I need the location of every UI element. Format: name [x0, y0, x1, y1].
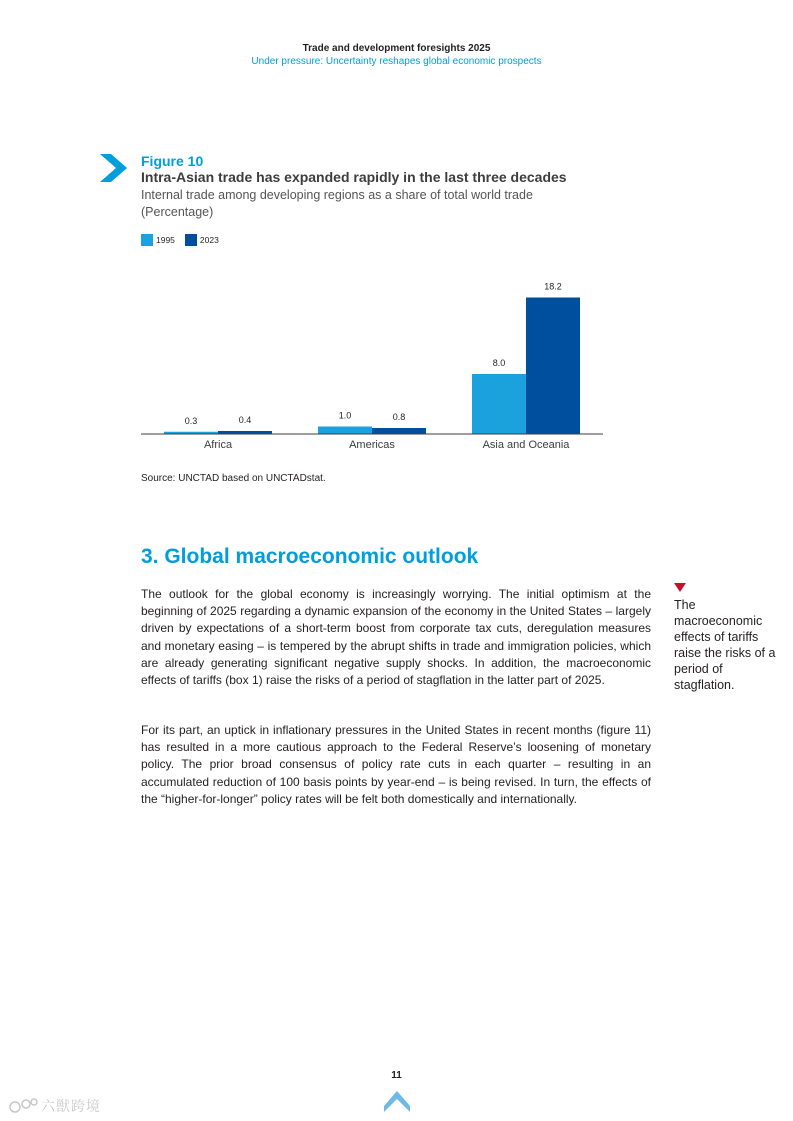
- section-heading: 3. Global macroeconomic outlook: [141, 545, 479, 568]
- watermark-text: 六獣跨境: [41, 1098, 101, 1114]
- legend-swatch-2023: [185, 234, 197, 246]
- watermark: [8, 1096, 101, 1116]
- x-tick-label-asia-and-oceania: Asia and Oceania: [482, 439, 570, 451]
- page-header: [0, 42, 793, 68]
- chart-legend: [141, 234, 229, 246]
- legend-item-2023: [185, 234, 219, 246]
- bar-asia-and-oceania-1995: [472, 374, 526, 434]
- bar-chart: [130, 262, 610, 462]
- body-paragraph-2: For its part, an uptick in inflationary pressures in the United States in recent months (figure 11) has resulted in a more cautious approach to the Federal Reserve’s loosening of monetary policy. The prior broad consensus of policy rate cuts in each quarter – resulting in an accumulated reduction of 100 basis points by year-end – is being revised. In turn, the effects of the “higher-for-longer” policy rates will be felt both domestically and internationally.: [141, 723, 651, 806]
- callout-quote: The macroeconomic effects of tariffs raise the risks of a period of stagflation.: [674, 598, 776, 692]
- legend-swatch-1995: [141, 234, 153, 246]
- legend-label-2023: 2023: [199, 235, 219, 245]
- figure-label: Figure 10: [141, 153, 204, 169]
- watermark-logo-icon: [8, 1097, 38, 1115]
- bar-asia-and-oceania-2023: [526, 298, 580, 435]
- data-label-africa-1995: 0.3: [184, 415, 198, 426]
- chevron-right-icon: [99, 153, 129, 183]
- x-tick-label-americas: Americas: [349, 439, 395, 451]
- data-label-americas-1995: 1.0: [338, 410, 352, 421]
- body-paragraph-1: The outlook for the global economy is increasingly worrying. The initial optimism at the beginning of 2025 regarding a dynamic expansion of the economy in the United States – largely driven by expectations of a short-term boost from corporate tax cuts, deregulation measures and monetary easing – is tempered by the abrupt shifts in trade and immigration policies, which are already generating significant negative supply shocks. In addition, the macroeconomic effects of tariffs (box 1) raise the risks of a period of stagflation in the latter part of 2025.: [141, 587, 651, 688]
- page-number: 11: [391, 1070, 402, 1081]
- bar-americas-2023: [372, 428, 426, 434]
- report-subtitle: Under pressure: Uncertainty reshapes global economic prospects: [251, 56, 542, 67]
- figure-unit: (Percentage): [141, 205, 214, 219]
- x-tick-label-africa: Africa: [203, 439, 233, 451]
- chevron-up-icon[interactable]: [384, 1089, 410, 1113]
- legend-item-1995: [141, 234, 175, 246]
- data-label-africa-2023: 0.4: [238, 415, 252, 425]
- figure-subtitle: [141, 187, 571, 221]
- report-title: Trade and development foresights 2025: [302, 43, 491, 54]
- triangle-down-icon: [674, 583, 686, 592]
- figure-title: Intra-Asian trade has expanded rapidly in the last three decades: [141, 169, 567, 185]
- data-label-asia-and-oceania-1995: 8.0: [492, 358, 506, 368]
- data-label-americas-2023: 0.8: [392, 412, 406, 422]
- data-label-asia-and-oceania-2023: 18.2: [544, 281, 562, 292]
- figure-source: Source: UNCTAD based on UNCTADstat.: [141, 473, 326, 484]
- figure-subtitle-text: Internal trade among developing regions as a share of total world trade: [141, 188, 533, 202]
- legend-label-1995: 1995: [156, 235, 175, 245]
- bar-americas-1995: [318, 427, 372, 435]
